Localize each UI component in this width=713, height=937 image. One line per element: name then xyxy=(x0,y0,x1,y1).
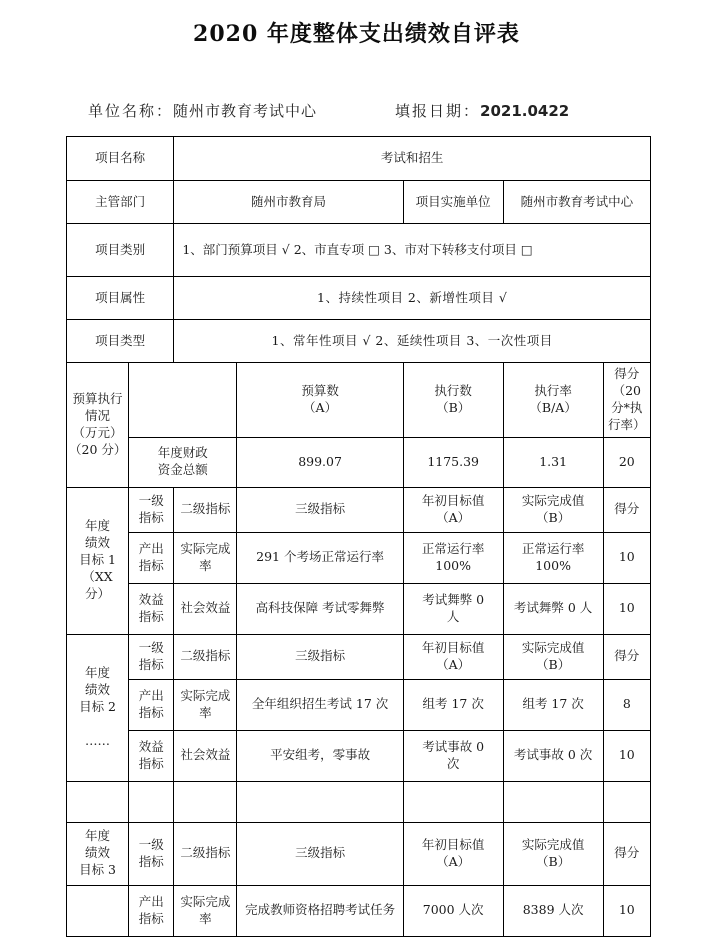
rate-header-line-1: 执行率 xyxy=(534,382,572,398)
target-line-1: 考试舞弊 0 xyxy=(422,591,485,607)
budget-blank-header xyxy=(129,363,237,438)
budget-amount-header xyxy=(237,363,403,438)
supervising-dept-label: 主管部门 xyxy=(67,181,174,224)
budget-item-name-line-1: 年度财政 xyxy=(157,445,208,461)
target-line-2: 100% xyxy=(435,557,472,573)
level1-line-1: 产出 xyxy=(138,540,164,556)
level1-header-line-2: 指标 xyxy=(138,656,164,672)
evaluation-form-table xyxy=(66,136,651,937)
actual-header-line-2: （B） xyxy=(536,509,571,525)
goal-1-target-header xyxy=(403,487,503,532)
goal-3-row-0-level1 xyxy=(129,885,174,936)
goal-2-label-line-2: 目标 2 xyxy=(79,699,116,715)
goal-2-level1-header xyxy=(129,634,174,679)
budget-item-name-line-2: 资金总额 xyxy=(157,462,208,477)
table-row xyxy=(67,634,651,679)
spacer-cell-4 xyxy=(237,781,403,822)
goal-1-level2-header: 二级指标 xyxy=(174,487,237,532)
goal-2-actual-header xyxy=(503,634,603,679)
budget-label-line-3: （20 分） xyxy=(69,441,127,457)
goal-3-actual-header xyxy=(503,822,603,885)
budget-score-value: 20 xyxy=(603,437,650,487)
level1-line-1: 产出 xyxy=(138,893,164,909)
goal-1-level3-header: 三级指标 xyxy=(237,487,403,532)
goal-3-row-0-score: 10 xyxy=(603,885,650,936)
level2-line-1: 实际完成 xyxy=(180,893,231,909)
goal-3-level1-header xyxy=(129,822,174,885)
goal-3-label-line-2: 目标 3 xyxy=(79,861,116,877)
budget-item-name xyxy=(129,437,237,487)
level1-line-1: 产出 xyxy=(138,687,164,703)
goal-3-target-header xyxy=(403,822,503,885)
executed-header-line-2: （B） xyxy=(436,399,471,415)
level2-line-2: 率 xyxy=(199,557,212,573)
goal-2-row-1-score: 10 xyxy=(603,730,650,781)
goal-1-row-0-target xyxy=(403,532,503,583)
level1-header-line-2: 指标 xyxy=(138,853,164,869)
goal-2-row-1-target xyxy=(403,730,503,781)
target-header-line-2: （A） xyxy=(436,509,471,525)
goal-1-row-1-level2: 社会效益 xyxy=(174,583,237,634)
implementing-unit-value: 随州市教育考试中心 xyxy=(503,181,650,224)
executed-amount-header xyxy=(403,363,503,438)
actual-header-line-1: 实际完成值 xyxy=(521,492,585,508)
report-date-label: 填报日期： xyxy=(395,102,481,120)
level1-line-1: 效益 xyxy=(138,591,164,607)
level1-line-2: 指标 xyxy=(138,704,164,720)
goal-1-label-line-2: 目标 1 xyxy=(79,552,116,568)
implementing-unit-label: 项目实施单位 xyxy=(403,181,503,224)
goal-2-label-line-3 xyxy=(69,716,126,733)
budget-label-line-2: （万元） xyxy=(72,424,123,440)
goal-1-row-1-target xyxy=(403,583,503,634)
table-row xyxy=(67,487,651,532)
executed-amount-value: 1175.39 xyxy=(403,437,503,487)
goal-2-row-1-level1 xyxy=(129,730,174,781)
goal-2-label-line-4: …… xyxy=(85,732,111,748)
goal-1-label-line-3: （XX xyxy=(82,568,113,584)
budget-label-line-1: 预算执行情况 xyxy=(72,391,123,423)
target-header-line-1: 年初目标值 xyxy=(421,492,485,508)
goal-3-score-header: 得分 xyxy=(603,822,650,885)
goal-2-row-1-level2: 社会效益 xyxy=(174,730,237,781)
actual-line-1: 正常运行率 xyxy=(521,540,585,556)
table-row xyxy=(67,181,651,224)
level2-line-1: 实际完成 xyxy=(180,687,231,703)
goal-3-label-line-1: 绩效 xyxy=(85,845,111,861)
goal-2-label-line-0: 年度 xyxy=(85,665,111,681)
execution-rate-header xyxy=(503,363,603,438)
unit-name-value: 随州市教育考试中心 xyxy=(173,102,318,120)
project-name-value: 考试和招生 xyxy=(174,137,651,181)
table-row xyxy=(67,532,651,583)
target-line-2: 次 xyxy=(446,755,460,771)
goal-2-row-1-level3: 平安组考，零事故 xyxy=(237,730,403,781)
table-row xyxy=(67,363,651,438)
actual-header-line-1: 实际完成值 xyxy=(521,836,585,852)
goal-1-label-line-4: 分） xyxy=(85,585,111,601)
goal-2-label-line-1: 绩效 xyxy=(85,682,111,698)
table-row xyxy=(67,320,651,363)
table-row xyxy=(67,730,651,781)
goal-1-row-0-actual xyxy=(503,532,603,583)
target-header-line-2: （A） xyxy=(436,853,471,869)
actual-header-line-2: （B） xyxy=(536,656,571,672)
level1-line-2: 指标 xyxy=(138,557,164,573)
budget-score-header xyxy=(603,363,650,438)
goal-1-row-1-level1 xyxy=(129,583,174,634)
level1-header-line-1: 一级 xyxy=(138,492,164,508)
goal-2-target-header xyxy=(403,634,503,679)
goal-3-label-line-0: 年度 xyxy=(85,828,111,844)
actual-line-2: 100% xyxy=(535,557,571,573)
unit-name-label: 单位名称： xyxy=(88,102,174,120)
goal-3-level3-header: 三级指标 xyxy=(237,822,403,885)
goal-2-row-0-level2 xyxy=(174,679,237,730)
goal-1-label-line-1: 绩效 xyxy=(85,535,111,551)
target-line-1: 考试事故 0 xyxy=(422,738,485,754)
actual-header-line-1: 实际完成值 xyxy=(521,639,585,655)
level2-line-2: 率 xyxy=(199,704,212,720)
project-name-label: 项目名称 xyxy=(67,137,174,181)
goal-3-row-0-level3: 完成教师资格招聘考试任务 xyxy=(237,885,403,936)
target-header-line-1: 年初目标值 xyxy=(421,836,485,852)
page-title: 2020 年度整体支出绩效自评表 xyxy=(193,21,520,47)
budget-amount-header-line-1: 预算数 xyxy=(301,382,339,398)
rate-header-line-2: （B/A） xyxy=(529,399,577,415)
goal-2-level2-header: 二级指标 xyxy=(174,634,237,679)
goal-2-row-0-level3: 全年组织招生考试 17 次 xyxy=(237,679,403,730)
project-attribute-value: 1、持续性项目 2、新增性项目 √ xyxy=(174,277,651,320)
goal-1-row-0-level2 xyxy=(174,532,237,583)
level1-line-2: 指标 xyxy=(138,910,164,926)
level1-header-line-1: 一级 xyxy=(138,836,164,852)
goal-2-row-0-level1 xyxy=(129,679,174,730)
table-row xyxy=(67,224,651,277)
goal-2-label xyxy=(67,634,129,781)
budget-execution-label xyxy=(67,363,129,488)
goal-1-row-0-score: 10 xyxy=(603,532,650,583)
level1-line-2: 指标 xyxy=(138,608,164,624)
level1-header-line-1: 一级 xyxy=(138,639,164,655)
report-date-value: 2021.0422 xyxy=(480,102,570,120)
goal-1-row-0-level3: 291 个考场正常运行率 xyxy=(237,532,403,583)
goal-3-label xyxy=(67,822,129,885)
goal-1-row-0-level1 xyxy=(129,532,174,583)
table-row xyxy=(67,583,651,634)
goal-3-row-0-level2 xyxy=(174,885,237,936)
spacer-cell-1 xyxy=(67,781,129,822)
table-row xyxy=(67,822,651,885)
level2-line-1: 实际完成 xyxy=(180,540,231,556)
target-header-line-2: （A） xyxy=(436,656,471,672)
evaluation-form-container xyxy=(66,136,651,937)
goal-1-row-1-score: 10 xyxy=(603,583,650,634)
budget-score-header-line-1: 得分 xyxy=(614,366,640,381)
supervising-dept-value: 随州市教育局 xyxy=(174,181,403,224)
goal-3-label-continuation xyxy=(67,885,129,936)
budget-amount-header-line-2: （A） xyxy=(303,399,338,415)
goal-1-actual-header xyxy=(503,487,603,532)
project-type-value: 1、常年性项目 √ 2、延续性项目 3、一次性项目 xyxy=(174,320,651,363)
project-category-text: 1、部门预算项目 √ 2、市直专项 □ 3、市对下转移支付项目 □ xyxy=(182,241,533,257)
goal-2-level3-header: 三级指标 xyxy=(237,634,403,679)
goal-1-row-1-level3: 高科技保障 考试零舞弊 xyxy=(237,583,403,634)
spacer-cell-2 xyxy=(129,781,174,822)
project-type-label: 项目类型 xyxy=(67,320,174,363)
goal-1-row-1-actual: 考试舞弊 0 人 xyxy=(503,583,603,634)
goal-2-row-0-target: 组考 17 次 xyxy=(403,679,503,730)
table-row xyxy=(67,137,651,181)
goal-3-level2-header: 二级指标 xyxy=(174,822,237,885)
table-row xyxy=(67,885,651,936)
budget-amount-value: 899.07 xyxy=(237,437,403,487)
goal-2-row-0-score: 8 xyxy=(603,679,650,730)
target-header-line-1: 年初目标值 xyxy=(421,639,485,655)
table-row xyxy=(67,679,651,730)
level1-line-2: 指标 xyxy=(138,755,164,771)
level1-line-1: 效益 xyxy=(138,738,164,754)
project-attribute-label: 项目属性 xyxy=(67,277,174,320)
goal-2-row-0-actual: 组考 17 次 xyxy=(503,679,603,730)
level2-line-2: 率 xyxy=(199,910,212,926)
table-row xyxy=(67,437,651,487)
goal-1-label xyxy=(67,487,129,634)
goal-1-score-header: 得分 xyxy=(603,487,650,532)
goal-3-row-0-target: 7000 人次 xyxy=(403,885,503,936)
project-category-value xyxy=(174,224,651,277)
executed-header-line-1: 执行数 xyxy=(434,382,472,398)
goal-1-label-line-0: 年度 xyxy=(85,518,111,534)
table-row xyxy=(67,781,651,822)
goal-2-score-header: 得分 xyxy=(603,634,650,679)
goal-3-row-0-actual: 8389 人次 xyxy=(503,885,603,936)
target-line-1: 正常运行率 xyxy=(421,540,485,556)
actual-header-line-2: （B） xyxy=(536,853,571,869)
budget-score-header-line-2: （20 分*执行率） xyxy=(608,382,646,432)
goal-2-row-1-actual: 考试事故 0 次 xyxy=(503,730,603,781)
table-row xyxy=(67,277,651,320)
document-meta-line xyxy=(88,100,628,121)
goal-1-level1-header xyxy=(129,487,174,532)
spacer-cell-3 xyxy=(174,781,237,822)
execution-rate-value: 1.31 xyxy=(503,437,603,487)
spacer-cell-6 xyxy=(503,781,603,822)
spacer-cell-7 xyxy=(603,781,650,822)
spacer-cell-5 xyxy=(403,781,503,822)
project-category-label: 项目类别 xyxy=(67,224,174,277)
level1-header-line-2: 指标 xyxy=(138,509,164,525)
target-line-2: 人 xyxy=(446,608,460,624)
